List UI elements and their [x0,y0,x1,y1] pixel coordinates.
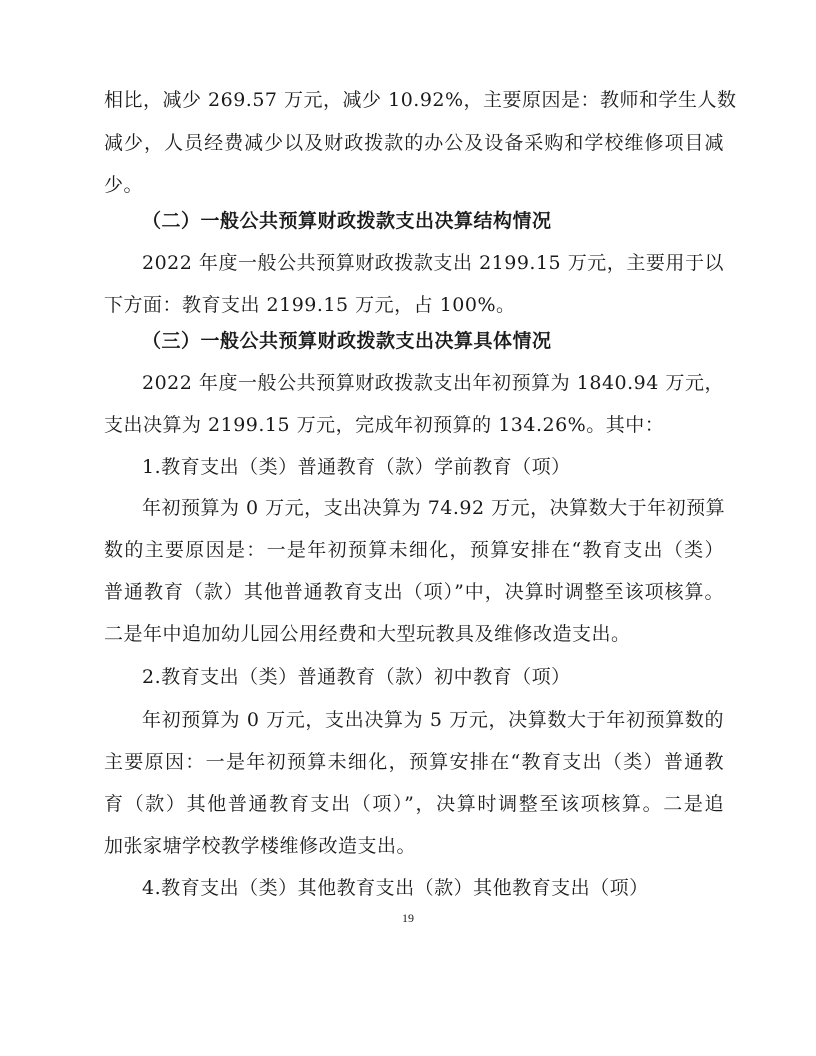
subsection-title: 1.教育支出（类）普通教育（款）学前教育（项） [142,456,571,478]
paragraph-line: 二是年中追加幼儿园公用经费和大型玩教具及维修改造支出。 [104,623,631,645]
paragraph-line: 2022 年度一般公共预算财政拨款支出年初预算为 1840.94 万元， [142,372,724,394]
paragraph-line: 加张家塘学校教学楼维修改造支出。 [104,835,417,857]
paragraph-line: 数的主要原因是：一是年初预算未细化，预算安排在“教育支出（类） [104,539,724,561]
paragraph-line: 减少，人员经费减少以及财政拨款的办公及设备采购和学校维修项目减 [104,132,724,154]
section-heading-3: （三）一般公共预算财政拨款支出决算具体情况 [142,330,552,352]
subsection-title: 2.教育支出（类）普通教育（款）初中教育（项） [142,666,571,688]
paragraph-line: 育（款）其他普通教育支出（项）”，决算时调整至该项核算。二是追 [104,793,724,815]
paragraph-line: 支出决算为 2199.15 万元，完成年初预算的 134.26%。其中： [104,414,665,436]
paragraph-line: 普通教育（款）其他普通教育支出（项）”中，决算时调整至该项核算。 [104,581,724,603]
paragraph-line: 年初预算为 0 万元，支出决算为 5 万元，决算数大于年初预算数的 [142,709,724,731]
paragraph-line: 少。 [104,174,144,196]
paragraph-line: 年初预算为 0 万元，支出决算为 74.92 万元，决算数大于年初预算 [142,497,726,519]
page-number: 19 [402,911,414,925]
paragraph-line: 相比，减少 269.57 万元，减少 10.92%，主要原因是：教师和学生人数 [104,89,737,111]
section-heading-2: （二）一般公共预算财政拨款支出决算结构情况 [142,210,552,232]
paragraph-line: 下方面：教育支出 2199.15 万元，占 100%。 [104,294,516,316]
paragraph-line: 主要原因：一是年初预算未细化，预算安排在“教育支出（类）普通教 [104,751,724,773]
paragraph-line: 2022 年度一般公共预算财政拨款支出 2199.15 万元，主要用于以 [142,252,724,274]
subsection-title: 4.教育支出（类）其他教育支出（款）其他教育支出（项） [142,877,649,899]
